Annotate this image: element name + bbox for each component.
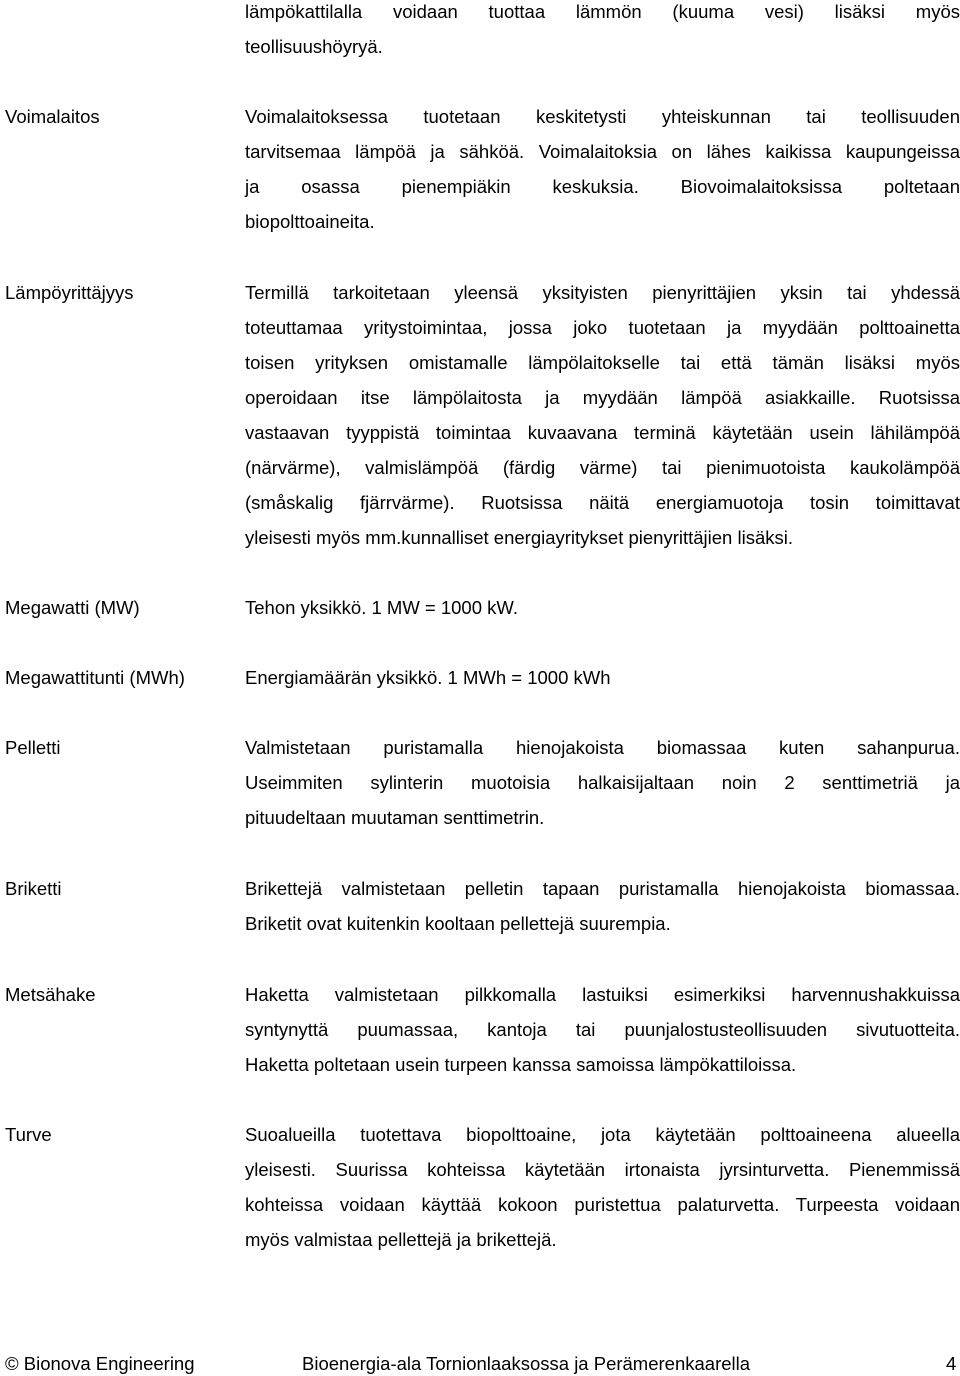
definition-line: kohteissa voidaan käyttää kokoon puristettua palaturvetta. Turpeesta voidaan xyxy=(245,1194,960,1215)
glossary-term: Turve xyxy=(5,1124,52,1145)
definition-line: lämpökattilalla voidaan tuottaa lämmön (kuuma vesi) lisäksi myös xyxy=(245,1,960,22)
glossary-term: Megawatti (MW) xyxy=(5,597,140,618)
footer-copyright: © Bionova Engineering xyxy=(5,1353,195,1374)
glossary-term: Voimalaitos xyxy=(5,106,100,127)
footer-page-number: 4 xyxy=(946,1353,957,1374)
definition-line: yleisesti. Suurissa kohteissa käytetään irtonaista jyrsinturvetta. Pienemmissä xyxy=(245,1159,960,1180)
definition-line: biopolttoaineita. xyxy=(245,211,375,232)
definition-line: toteuttamaa yritystoimintaa, jossa joko tuotetaan ja myydään polttoainetta xyxy=(245,317,960,338)
definition-line: Tehon yksikkö. 1 MW = 1000 kW. xyxy=(245,597,518,618)
definition-line: ja osassa pienempiäkin keskuksia. Biovoimalaitoksissa poltetaan xyxy=(245,176,960,197)
definition-line: myös valmistaa pellettejä ja brikettejä. xyxy=(245,1229,557,1250)
definition-line: (småskalig fjärrvärme). Ruotsissa näitä energiamuotoja tosin toimittavat xyxy=(245,492,960,513)
definition-line: tarvitsemaa lämpöä ja sähköä. Voimalaitoksia on lähes kaikissa kaupungeissa xyxy=(245,141,960,162)
definition-line: Haketta poltetaan usein turpeen kanssa samoissa lämpökattiloissa. xyxy=(245,1054,797,1075)
definition-line: Suoalueilla tuotettava biopolttoaine, jota käytetään polttoaineena alueella xyxy=(245,1124,960,1145)
definition-line: pituudeltaan muutaman senttimetrin. xyxy=(245,807,545,828)
definition-line: Termillä tarkoitetaan yleensä yksityisten pienyrittäjien yksin tai yhdessä xyxy=(245,282,960,303)
glossary-term: Megawattitunti (MWh) xyxy=(5,667,185,688)
definition-line: Briketit ovat kuitenkin kooltaan pellettejä suurempia. xyxy=(245,913,671,934)
definition-line: yleisesti myös mm.kunnalliset energiayritykset pienyrittäjien lisäksi. xyxy=(245,527,793,548)
glossary-term: Metsähake xyxy=(5,984,96,1005)
definition-line: toisen yrityksen omistamalle lämpölaitokselle tai että tämän lisäksi myös xyxy=(245,352,960,373)
definition-line: Haketta valmistetaan pilkkomalla lastuiksi esimerkiksi harvennushakkuissa xyxy=(245,984,960,1005)
definition-line: vastaavan tyyppistä toimintaa kuvaavana terminä käytetään usein lähilämpöä xyxy=(245,422,960,443)
definition-line: Voimalaitoksessa tuotetaan keskitetysti yhteiskunnan tai teollisuuden xyxy=(245,106,960,127)
definition-line: syntynyttä puumassaa, kantoja tai puunjalostusteollisuuden sivutuotteita. xyxy=(245,1019,960,1040)
definition-line: Useimmiten sylinterin muotoisia halkaisijaltaan noin 2 senttimetriä ja xyxy=(245,772,960,793)
definition-line: operoidaan itse lämpölaitosta ja myydään lämpöä asiakkaille. Ruotsissa xyxy=(245,387,960,408)
definition-line: Valmistetaan puristamalla hienojakoista biomassaa kuten sahanpurua. xyxy=(245,737,960,758)
glossary-term: Lämpöyrittäjyys xyxy=(5,282,134,303)
definition-line: Brikettejä valmistetaan pelletin tapaan puristamalla hienojakoista biomassaa. xyxy=(245,878,960,899)
glossary-term: Briketti xyxy=(5,878,62,899)
definition-line: (närvärme), valmislämpöä (färdig värme) tai pienimuotoista kaukolämpöä xyxy=(245,457,960,478)
glossary-term: Pelletti xyxy=(5,737,61,758)
footer-document-title: Bioenergia-ala Tornionlaaksossa ja Perämerenkaarella xyxy=(302,1353,751,1374)
definition-line: Energiamäärän yksikkö. 1 MWh = 1000 kWh xyxy=(245,667,611,688)
definition-line: teollisuushöyryä. xyxy=(245,36,383,57)
